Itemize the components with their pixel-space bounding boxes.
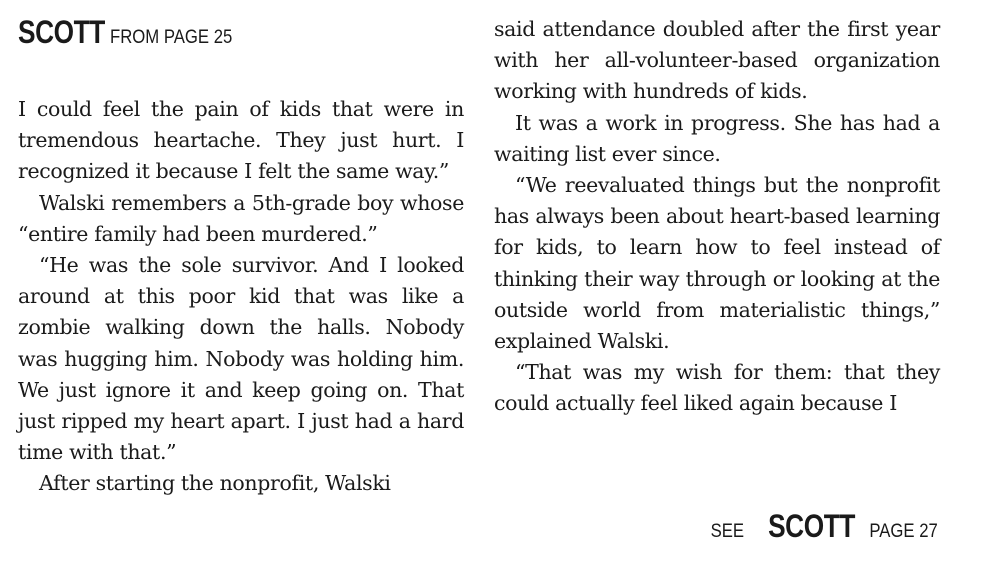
paragraph: It was a work in progress. She has had a waiting list ever since.: [494, 110, 940, 166]
paragraph: After starting the nonprofit, Walski: [39, 471, 391, 496]
jump-to-line: [706, 508, 938, 545]
paragraph: “That was my wish for them: that they could actually feel liked again because I: [494, 360, 940, 416]
left-column: [18, 14, 464, 500]
jump-from-label: FROM PAGE 25: [110, 27, 233, 48]
paragraph: “He was the sole survivor. And I looked around at this poor kid that was like a zombie walking down the halls. Nobody was hugging him. Nobody was holding him. We just ignore it and keep going on. That just ripped my heart apart. I just had a hard time with that.”: [18, 253, 464, 465]
jump-to-page-label: PAGE 27: [869, 521, 938, 542]
paragraph: I could feel the pain of kids that were in tremendous heartache. They just hurt. I recognized it because I felt the same way.”: [18, 97, 464, 184]
paragraph: said attendance doubled after the first year with her all-volunteer-based organization working with hundreds of kids.: [494, 17, 940, 104]
jump-to-see-label: SEE: [710, 521, 745, 542]
right-column: [494, 14, 940, 420]
paragraph: “We reevaluated things but the nonprofit has always been about heart-based learning for kids, to learn how to feel instead of thinking their way through or looking at the outside world from materialistic things,” explained Walski.: [494, 173, 940, 354]
jump-to-name: SCOTT: [768, 508, 856, 544]
paragraph: Walski remembers a 5th-grade boy whose “entire family had been murdered.”: [18, 190, 464, 246]
jump-from-name: SCOTT: [18, 14, 105, 50]
jump-from-header: [18, 14, 464, 54]
